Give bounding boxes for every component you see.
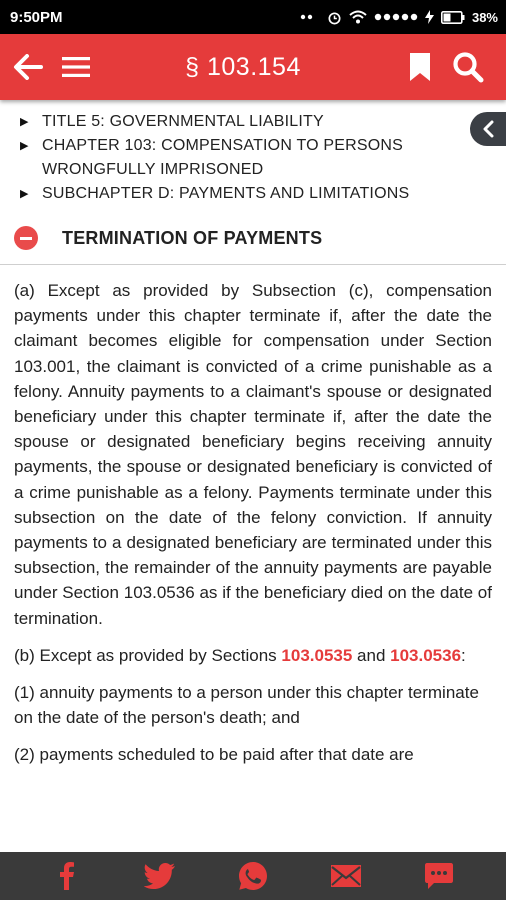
hamburger-menu-icon bbox=[61, 56, 91, 78]
bookmark-icon bbox=[409, 52, 431, 82]
paragraph-1: (1) annuity payments to a person under this chapter terminate on the date of the person's death; and bbox=[14, 683, 479, 728]
search-button[interactable] bbox=[444, 34, 492, 100]
facebook-icon bbox=[59, 862, 75, 890]
statute-text bbox=[14, 278, 492, 852]
breadcrumb-label: CHAPTER 103: COMPENSATION TO PERSONS WRONGFULLY IMPRISONED bbox=[42, 137, 404, 178]
charging-icon bbox=[425, 10, 434, 24]
divider bbox=[0, 264, 506, 265]
twitter-share-button[interactable] bbox=[135, 852, 185, 900]
breadcrumb-label: SUBCHAPTER D: PAYMENTS AND LIMITATIONS bbox=[42, 185, 410, 202]
email-share-button[interactable] bbox=[321, 852, 371, 900]
signal-dots-icon bbox=[300, 12, 320, 22]
app-bar bbox=[0, 34, 506, 100]
section-link-103-0535[interactable]: 103.0535 bbox=[281, 645, 353, 665]
paragraph-b bbox=[14, 643, 492, 668]
share-bar bbox=[0, 852, 506, 900]
breadcrumb-item-subchapter[interactable] bbox=[0, 182, 506, 206]
minus-circle-icon[interactable] bbox=[14, 226, 38, 250]
battery-icon bbox=[441, 11, 465, 24]
whatsapp-icon bbox=[238, 861, 268, 891]
message-share-button[interactable] bbox=[414, 852, 464, 900]
paragraph-b-prefix: (b) Except as provided by Sections bbox=[14, 645, 282, 665]
message-icon bbox=[425, 863, 453, 889]
email-icon bbox=[331, 865, 361, 887]
status-time: 9:50PM bbox=[10, 8, 63, 26]
paragraph-a: (a) Except as provided by Subsection (c), compensation payments under this chapter terminate if, after the date the claimant becomes eligible for compensation under Section 103.001, the claimant is convicted of a crime punishable as a felony. Annuity payments to a claimant's spouse or designated beneficiary under this chapter terminate if, after the date the spouse or designated beneficiary begins receiving annuity payments, the spouse or designated beneficiary is convicted of a crime punishable as a felony. Payments terminate under this subsection on the date of the felony conviction. If annuity payments to a designated beneficiary are terminated under this subsection, the remainder of the annuity payments are payable under Section 103.0536 as if the beneficiary died on the date of termination. bbox=[14, 281, 492, 628]
breadcrumb-label: TITLE 5: GOVERNMENTAL LIABILITY bbox=[42, 113, 324, 130]
paragraph-b-mid: and bbox=[352, 645, 391, 665]
breadcrumb-item-chapter[interactable] bbox=[0, 134, 506, 182]
chevron-left-icon bbox=[481, 120, 495, 138]
section-title: TERMINATION OF PAYMENTS bbox=[62, 227, 323, 248]
section-link-103-0536[interactable]: 103.0536 bbox=[390, 645, 462, 665]
whatsapp-share-button[interactable] bbox=[228, 852, 278, 900]
triangle-right-icon: ▶ bbox=[20, 140, 29, 152]
triangle-right-icon: ▶ bbox=[20, 188, 29, 200]
triangle-right-icon: ▶ bbox=[20, 116, 29, 128]
status-bar bbox=[0, 0, 506, 34]
cellular-signal-icon bbox=[374, 12, 418, 22]
status-icons bbox=[300, 10, 498, 25]
alarm-icon bbox=[327, 10, 342, 25]
side-drawer-tab[interactable] bbox=[470, 112, 506, 146]
breadcrumb-item-title[interactable] bbox=[0, 110, 506, 134]
breadcrumb bbox=[0, 110, 506, 206]
wifi-icon bbox=[349, 10, 367, 24]
menu-button[interactable] bbox=[52, 34, 100, 100]
arrow-left-icon bbox=[13, 54, 43, 80]
back-button[interactable] bbox=[4, 34, 52, 100]
battery-percent: 38% bbox=[471, 9, 498, 25]
paragraph-b-suffix: : bbox=[461, 645, 466, 665]
section-header[interactable] bbox=[0, 220, 506, 256]
page-title: § 103.154 bbox=[185, 52, 301, 81]
search-icon bbox=[452, 51, 484, 83]
bookmark-button[interactable] bbox=[396, 34, 444, 100]
twitter-icon bbox=[144, 863, 176, 889]
paragraph-2: (2) payments scheduled to be paid after that date are bbox=[14, 745, 414, 765]
facebook-share-button[interactable] bbox=[42, 852, 92, 900]
